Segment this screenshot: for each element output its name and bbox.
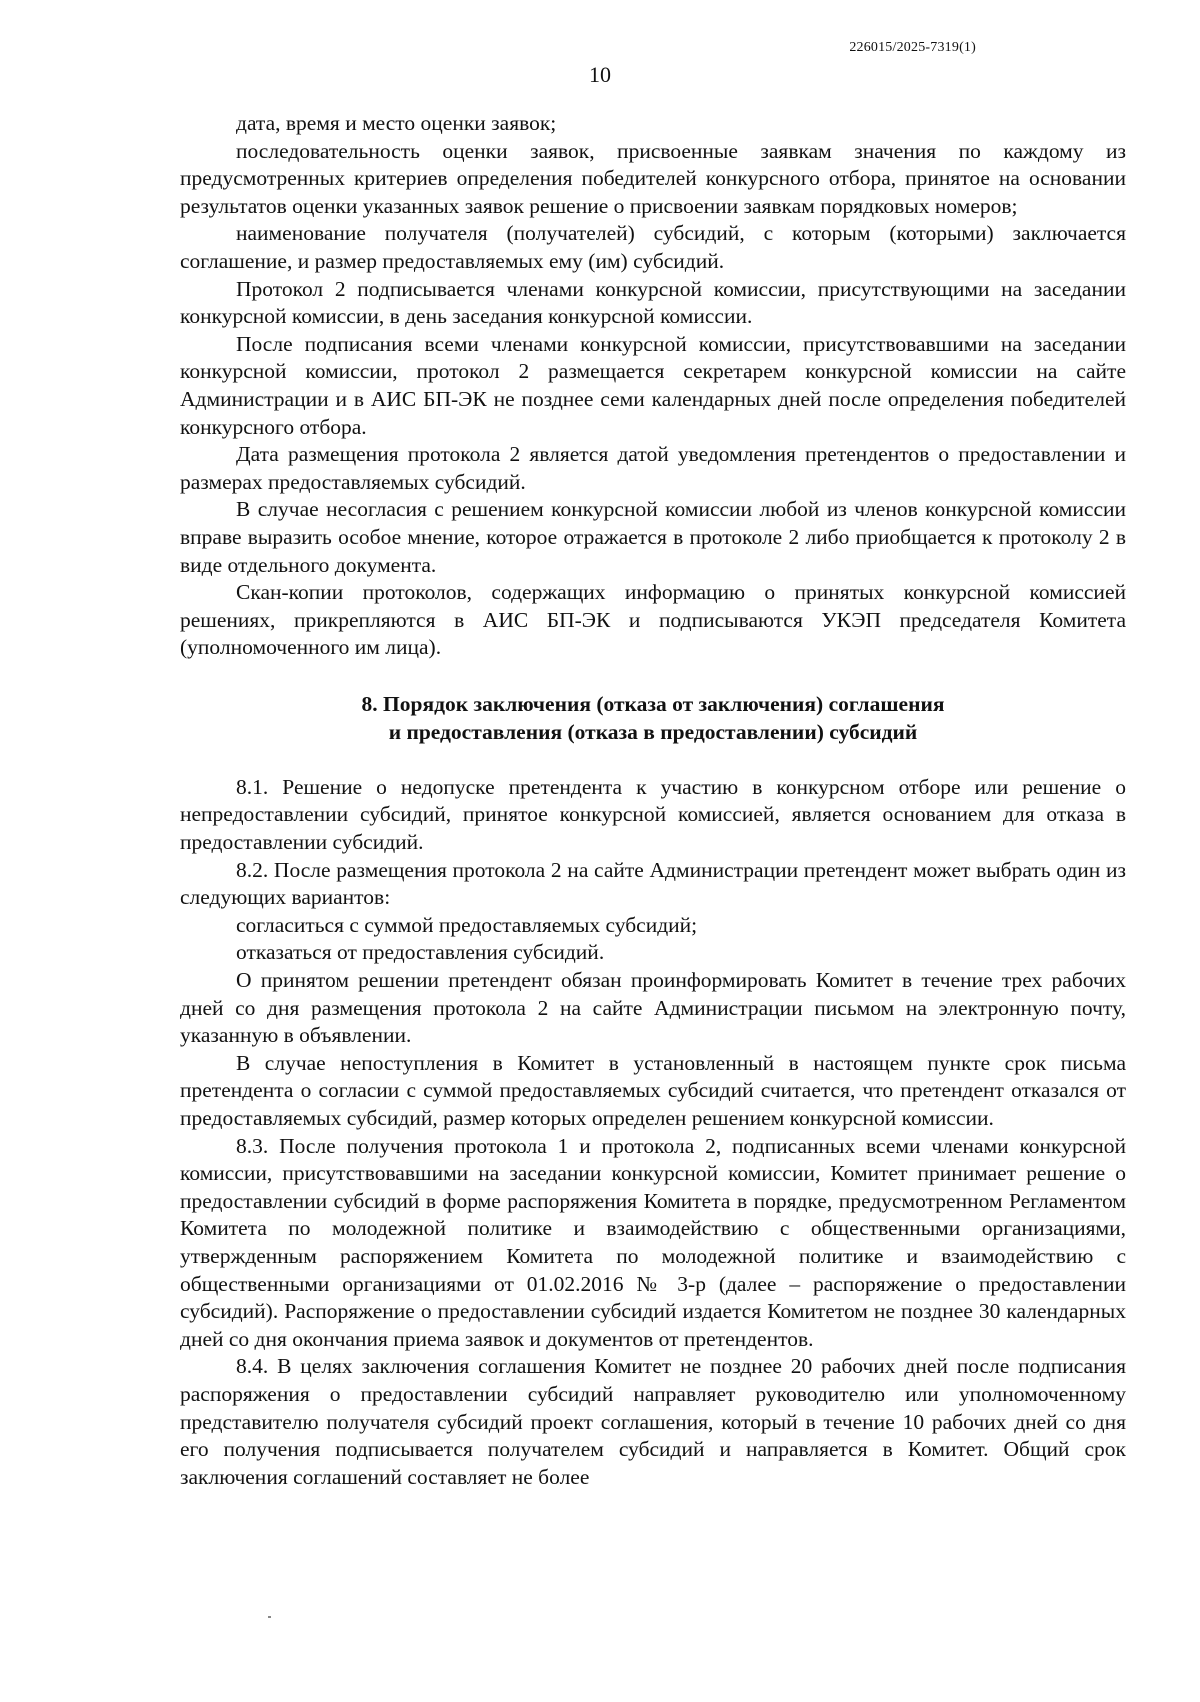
document-registration-number: 226015/2025-7319(1) [849,40,976,55]
clause-8-1: 8.1. Решение о недопуске претендента к участию в конкурсном отборе или решение о непредоставлении субсидий, принятое конкурсной комиссией, является основанием для отказа в предоставлении субсидий. [180,774,1126,855]
section-heading-line: и предоставления (отказа в предоставлении) субсидий [388,719,918,744]
paragraph: наименование получателя (получателей) субсидий, с которым (которыми) заключается соглашение, и размер предоставляемых ему (им) субсидий. [180,221,1126,273]
paragraph: последовательность оценки заявок, присвоенные заявкам значения по каждому из предусмотренных критериев определения победителей конкурсного отбора, принятое на основании результатов оценки указанных заявок решение о присвоении заявкам порядковых номеров; [180,138,1126,218]
paragraph: Скан-копии протоколов, содержащих информацию о принятых конкурсной комиссией решениях, прикрепляются в АИС БП-ЭК и подписываются УКЭП председателя Комитета (уполномоченного им лица). [180,580,1126,660]
clause-8-3: 8.3. После получения протокола 1 и протокола 2, подписанных всеми членами конкурсной комиссии, присутствовавшими на заседании конкурсной комиссии, Комитет принимает решение о предоставлении субсидий в форме распоряжения Комитета в порядке, предусмотренном Регламентом Комитета по молодежной политике и взаимодействию с общественными организациями, утвержденным распоряжением Комитета по молодежной политике и взаимодействию с общественными организациями от 01.02.2016 № 3-р (далее – распоряжение о предоставлении субсидий). Распоряжение о предоставлении субсидий издается Комитетом не позднее 30 календарных дней со дня окончания приема заявок и документов от претендентов. [180,1133,1126,1351]
paragraph: дата, время и место оценки заявок; [236,111,557,135]
paragraph: После подписания всеми членами конкурсной комиссии, присутствовавшими на заседании конкурсной комиссии, протокол 2 размещается секретарем конкурсной комиссии на сайте Администрации и в АИС БП-ЭК не позднее семи календарных дней после определения победителей конкурсного отбора. [180,331,1126,439]
section-heading-line: 8. Порядок заключения (отказа от заключения) соглашения [361,691,945,716]
clause-8-4: 8.4. В целях заключения соглашения Комитет не позднее 20 рабочих дней после подписания распоряжения о предоставлении субсидий направляет руководителю или уполномоченному представителю получателя субсидий проект соглашения, который в течение 10 рабочих дней со дня его получения подписывается получателем субсидий и направляется в Комитет. Общий срок заключения соглашений составляет не более [180,1354,1126,1489]
paragraph: Протокол 2 подписывается членами конкурсной комиссии, присутствующими на заседании конкурсной комиссии, в день заседания конкурсной комиссии. [180,276,1126,329]
option-item: отказаться от предоставления субсидий. [236,940,605,965]
paragraph: В случае непоступления в Комитет в установленный в настоящем пункте срок письма претендента о согласии с суммой предоставляемых субсидий считается, что претендент отказался от предоставляемых субсидий, размер которых определен решением конкурсной комиссии. [180,1050,1126,1130]
scan-artifact [268,1616,271,1618]
page-number: 10 [589,62,611,87]
clause-8-2: 8.2. После размещения протокола 2 на сайте Администрации претендент может выбрать один из следующих вариантов: [180,857,1126,910]
paragraph: Дата размещения протокола 2 является датой уведомления претендентов о предоставлении и размерах предоставляемых субсидий. [180,442,1126,494]
option-item: согласиться с суммой предоставляемых субсидий; [236,912,698,937]
paragraph: О принятом решении претендент обязан проинформировать Комитет в течение трех рабочих дней со дня размещения протокола 2 на сайте Администрации письмом на электронную почту, указанную в объявлении. [180,968,1126,1048]
section-heading [180,690,1126,746]
document-body [180,110,1126,1491]
paragraph: В случае несогласия с решением конкурсной комиссии любой из членов конкурсной комиссии вправе выразить особое мнение, которое отражается в протоколе 2 либо приобщается к протоколу 2 в виде отдельного документа. [180,497,1126,577]
